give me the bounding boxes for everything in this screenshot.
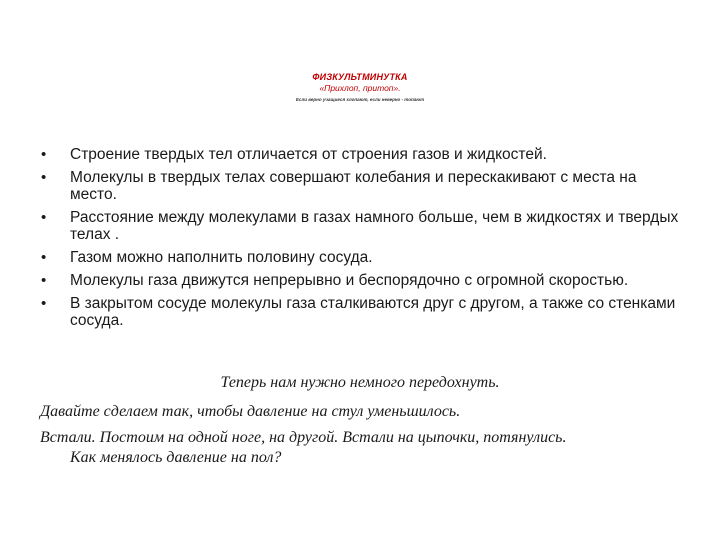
list-item <box>40 209 680 243</box>
instruction-paragraph-2 <box>40 428 680 468</box>
list-item-text: Молекулы газа движутся непрерывно и беспорядочно с огромной скоростью. <box>70 272 629 289</box>
list-item <box>40 295 680 329</box>
bullet-list <box>40 146 680 335</box>
list-item-text: Газом можно наполнить половину сосуда. <box>70 249 373 266</box>
list-item-text: В закрытом сосуде молекулы газа сталкиваются друг с другом, а также со стенками сосуда. <box>70 295 676 329</box>
list-item-text: Строение твердых тел отличается от строения газов и жидкостей. <box>70 146 547 163</box>
slide-note: Если верно учащиеся хлопают, если неверно - топают <box>295 97 425 102</box>
instruction-paragraph-1: Давайте сделаем так, чтобы давление на стул уменьшилось. <box>40 403 461 420</box>
bullet-icon: • <box>41 295 47 312</box>
bullet-icon: • <box>41 249 47 266</box>
list-item-text: Расстояние между молекулами в газах намного больше, чем в жидкостях и твердых телах . <box>70 209 679 243</box>
bullet-icon: • <box>41 209 47 226</box>
instruction-line-2: Как менялось давление на пол? <box>70 449 282 466</box>
instruction-line-1: Встали. Постоим на одной ноге, на другой. Встали на цыпочки, потянулись. <box>40 429 567 446</box>
list-item <box>40 272 680 289</box>
list-item <box>40 169 680 203</box>
bullet-icon: • <box>41 146 47 163</box>
bullet-icon: • <box>41 169 47 186</box>
title-block <box>0 72 720 104</box>
list-item <box>40 249 680 266</box>
list-item-text: Молекулы в твердых телах совершают колебания и перескакивают с места на место. <box>70 169 637 203</box>
list-item <box>40 146 680 163</box>
bullet-icon: • <box>41 272 47 289</box>
slide-title: ФИЗКУЛЬТМИНУТКА <box>312 72 408 82</box>
slide-subtitle: «Прихлоп, притоп». <box>319 83 401 93</box>
rest-line: Теперь нам нужно немного передохнуть. <box>220 374 500 391</box>
